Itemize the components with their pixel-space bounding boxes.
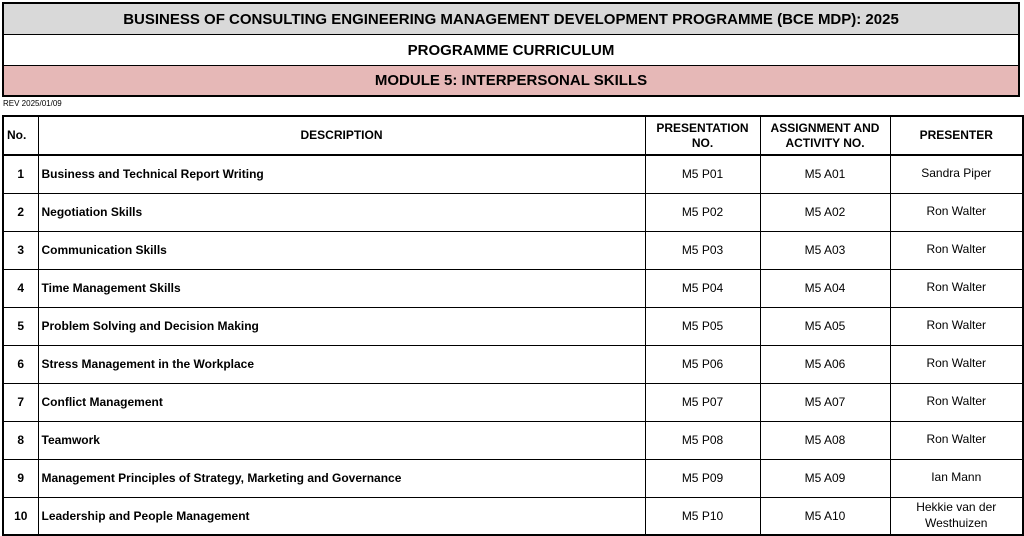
row-number: 3 <box>3 231 38 269</box>
curriculum-table <box>2 115 1024 536</box>
row-assignment-no: M5 A01 <box>760 155 890 193</box>
row-description: Management Principles of Strategy, Marketing and Governance <box>38 459 645 497</box>
header-assignment: ASSIGNMENT AND ACTIVITY NO. <box>760 116 890 155</box>
row-number: 1 <box>3 155 38 193</box>
row-presenter: Ron Walter <box>890 231 1023 269</box>
row-assignment-no: M5 A02 <box>760 193 890 231</box>
row-description: Negotiation Skills <box>38 193 645 231</box>
table-row <box>3 345 1023 383</box>
row-presentation-no: M5 P02 <box>645 193 760 231</box>
row-description: Teamwork <box>38 421 645 459</box>
row-assignment-no: M5 A04 <box>760 269 890 307</box>
table-body <box>3 155 1023 535</box>
row-description: Time Management Skills <box>38 269 645 307</box>
table-row <box>3 155 1023 193</box>
row-number: 9 <box>3 459 38 497</box>
row-assignment-no: M5 A07 <box>760 383 890 421</box>
row-number: 5 <box>3 307 38 345</box>
table-row <box>3 497 1023 535</box>
table-row <box>3 383 1023 421</box>
row-presenter: Ron Walter <box>890 307 1023 345</box>
curriculum-subtitle: PROGRAMME CURRICULUM <box>2 35 1020 66</box>
table-row <box>3 307 1023 345</box>
table-row <box>3 269 1023 307</box>
row-number: 2 <box>3 193 38 231</box>
row-description: Conflict Management <box>38 383 645 421</box>
row-number: 4 <box>3 269 38 307</box>
row-presentation-no: M5 P07 <box>645 383 760 421</box>
header-presenter: PRESENTER <box>890 116 1023 155</box>
row-assignment-no: M5 A10 <box>760 497 890 535</box>
row-presenter: Ron Walter <box>890 193 1023 231</box>
table-row <box>3 193 1023 231</box>
row-number: 8 <box>3 421 38 459</box>
row-presentation-no: M5 P10 <box>645 497 760 535</box>
table-header-row <box>3 116 1023 155</box>
row-presenter: Ron Walter <box>890 421 1023 459</box>
row-presentation-no: M5 P08 <box>645 421 760 459</box>
row-presentation-no: M5 P09 <box>645 459 760 497</box>
revision-label: REV 2025/01/09 <box>3 99 62 108</box>
row-description: Leadership and People Management <box>38 497 645 535</box>
row-presentation-no: M5 P03 <box>645 231 760 269</box>
header-presentation: PRESENTATION NO. <box>645 116 760 155</box>
header-no: No. <box>3 116 38 155</box>
row-presentation-no: M5 P06 <box>645 345 760 383</box>
row-presenter: Ron Walter <box>890 345 1023 383</box>
row-description: Problem Solving and Decision Making <box>38 307 645 345</box>
table-row <box>3 459 1023 497</box>
row-number: 7 <box>3 383 38 421</box>
header-description: DESCRIPTION <box>38 116 645 155</box>
row-presentation-no: M5 P04 <box>645 269 760 307</box>
row-assignment-no: M5 A06 <box>760 345 890 383</box>
table-row <box>3 231 1023 269</box>
row-description: Stress Management in the Workplace <box>38 345 645 383</box>
row-presenter: Ron Walter <box>890 383 1023 421</box>
row-number: 10 <box>3 497 38 535</box>
row-presentation-no: M5 P01 <box>645 155 760 193</box>
row-presenter: Hekkie van der Westhuizen <box>890 497 1023 535</box>
row-presenter: Ron Walter <box>890 269 1023 307</box>
row-presenter: Ian Mann <box>890 459 1023 497</box>
module-heading: MODULE 5: INTERPERSONAL SKILLS <box>2 66 1020 97</box>
row-presentation-no: M5 P05 <box>645 307 760 345</box>
row-number: 6 <box>3 345 38 383</box>
row-assignment-no: M5 A03 <box>760 231 890 269</box>
table-row <box>3 421 1023 459</box>
row-description: Communication Skills <box>38 231 645 269</box>
row-description: Business and Technical Report Writing <box>38 155 645 193</box>
row-assignment-no: M5 A09 <box>760 459 890 497</box>
row-assignment-no: M5 A08 <box>760 421 890 459</box>
programme-title: BUSINESS OF CONSULTING ENGINEERING MANAGEMENT DEVELOPMENT PROGRAMME (BCE MDP): 2025 <box>2 2 1020 35</box>
row-presenter: Sandra Piper <box>890 155 1023 193</box>
row-assignment-no: M5 A05 <box>760 307 890 345</box>
